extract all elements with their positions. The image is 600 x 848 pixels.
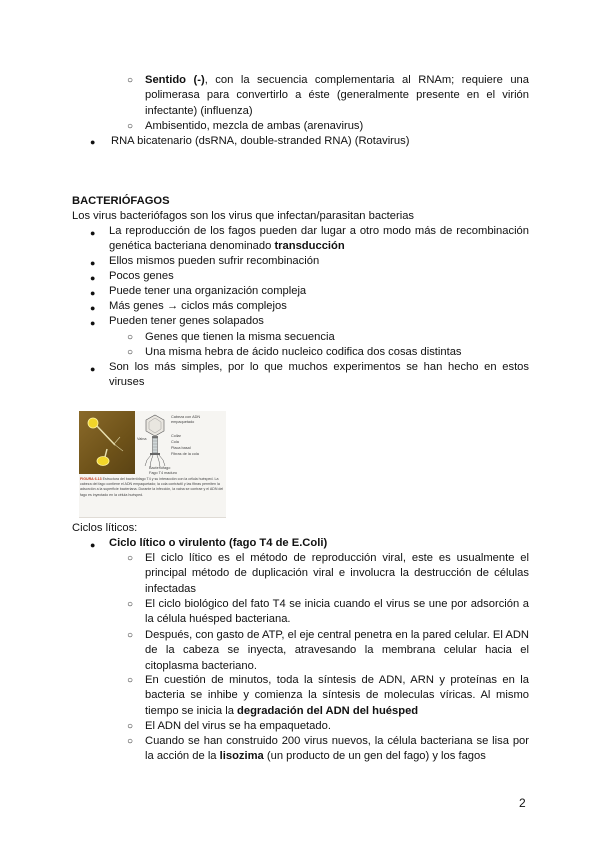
sub-bullet: ○ [127,332,134,343]
cycle-item-degradacion: En cuestión de minutos, toda la síntesis de ADN, ARN y proteínas en la bacteria se inhibe y comienza la síntesis de moleculas víricas. Al mismo tiempo se inicia la degradación del ADN del huésped [145,674,529,717]
sub-item: Genes que tienen la misma secuencia [145,331,335,343]
bullet: ● [90,137,96,147]
bullet-transduccion: La reproducción de los fagos pueden dar lugar a otro modo más de recombinación genética bacteriana denominado transducción [109,225,529,253]
bacteriophage-figure [79,411,226,518]
dsrna-item: RNA bicatenario (dsRNA, double-stranded RNA) (Rotavirus) [111,135,410,147]
cycles-heading: Ciclos líticos: [72,522,138,534]
page-number: 2 [519,796,526,810]
ambisentido-item: Ambisentido, mezcla de ambas (arenavirus) [145,120,364,132]
bullet: ● [90,318,96,328]
bullet-item: Pocos genes [109,270,174,282]
lytic-cycle-title: Ciclo lítico o virulento (fago T4 de E.Coli) [109,537,328,549]
label-tail: Cola [171,440,179,444]
bullet-item: Pueden tener genes solapados [109,315,264,327]
bullet: ● [90,540,96,550]
label-plate: Placa basal [171,446,191,450]
cycle-item: Después, con gasto de ATP, el eje central penetra en la pared celular. El ADN de la cabeza se inyecta, atravesando la membrana celular hacia el citoplasma bacteriano. [145,629,529,672]
label-bottom1: Bacteriófago [149,466,171,470]
sub-bullet: ○ [127,599,134,610]
sub-bullet: ○ [127,630,134,641]
bullet: ● [90,273,96,283]
sub-bullet: ○ [127,675,134,686]
cycle-item: El ciclo lítico es el método de reproducción viral, este es usualmente el principal método de duplicación viral e involucra la destrucción de células infectadas [145,552,529,595]
bullet-item: Ellos mismos pueden sufrir recombinación [109,255,320,267]
sub-bullet: ○ [127,75,134,86]
sub-bullet: ○ [127,736,134,747]
sentido-item: Sentido (-), con la secuencia complementaria al RNAm; requiere una polimerasa para convertirlo a éste (generalmente presente en el virión infectante) (influenza) [145,74,529,117]
bullet: ● [90,288,96,298]
label-head: Cabeza con ADN [171,415,201,419]
bullet-item: Son los más simples, por lo que muchos experimentos se han hecho en estos viruses [109,361,529,389]
label-sheath: Vaina [137,437,147,441]
sub-bullet: ○ [127,721,134,732]
label-collar: Collar [171,434,181,438]
bullet-item: Más genes → ciclos más complejos [109,300,287,312]
cycle-item-lisozima: Cuando se han construido 200 virus nuevos, la célula bacteriana se lisa por la acción de la lisozima (un producto de un gen del fago) y los fagos [145,735,529,763]
figure-caption: FIGURA 6.13 Estructura del bacteriófago T4 y su interacción con la célula huésped. La cabeza del fago contiene el ADN empaquetado; la cola contráctil y las fibras permiten la adsorción a la superficie bacteriana. Durante la infección, la vaina se contrae y el ADN del fago es inyectado en la célula huésped. [80,477,224,497]
phage-diagram-icon [143,414,167,468]
cycle-item: El ADN del virus se ha empaquetado. [145,720,331,732]
label-head2: empaquetado [171,420,195,424]
bullet: ● [90,303,96,313]
bullet: ● [90,364,96,374]
section-intro: Los virus bacteriófagos son los virus que infectan/parasitan bacterias [72,210,415,222]
sub-bullet: ○ [127,121,134,132]
label-bottom2: Fago T4 maduro [149,471,178,475]
bullet-item: Puede tener una organización compleja [109,285,307,297]
bullet: ● [90,228,96,238]
cycle-item: El ciclo biológico del fato T4 se inicia cuando el virus se une por adsorción a la célula huésped bacteriana. [145,598,529,626]
bullet: ● [90,258,96,268]
sub-item: Una misma hebra de ácido nucleico codifica dos cosas distintas [145,346,462,358]
section-heading: BACTERIÓFAGOS [72,195,170,207]
micrograph-image [79,411,135,474]
sub-bullet: ○ [127,553,134,564]
sub-bullet: ○ [127,347,134,358]
label-fibers: Fibras de la cola [171,452,199,456]
